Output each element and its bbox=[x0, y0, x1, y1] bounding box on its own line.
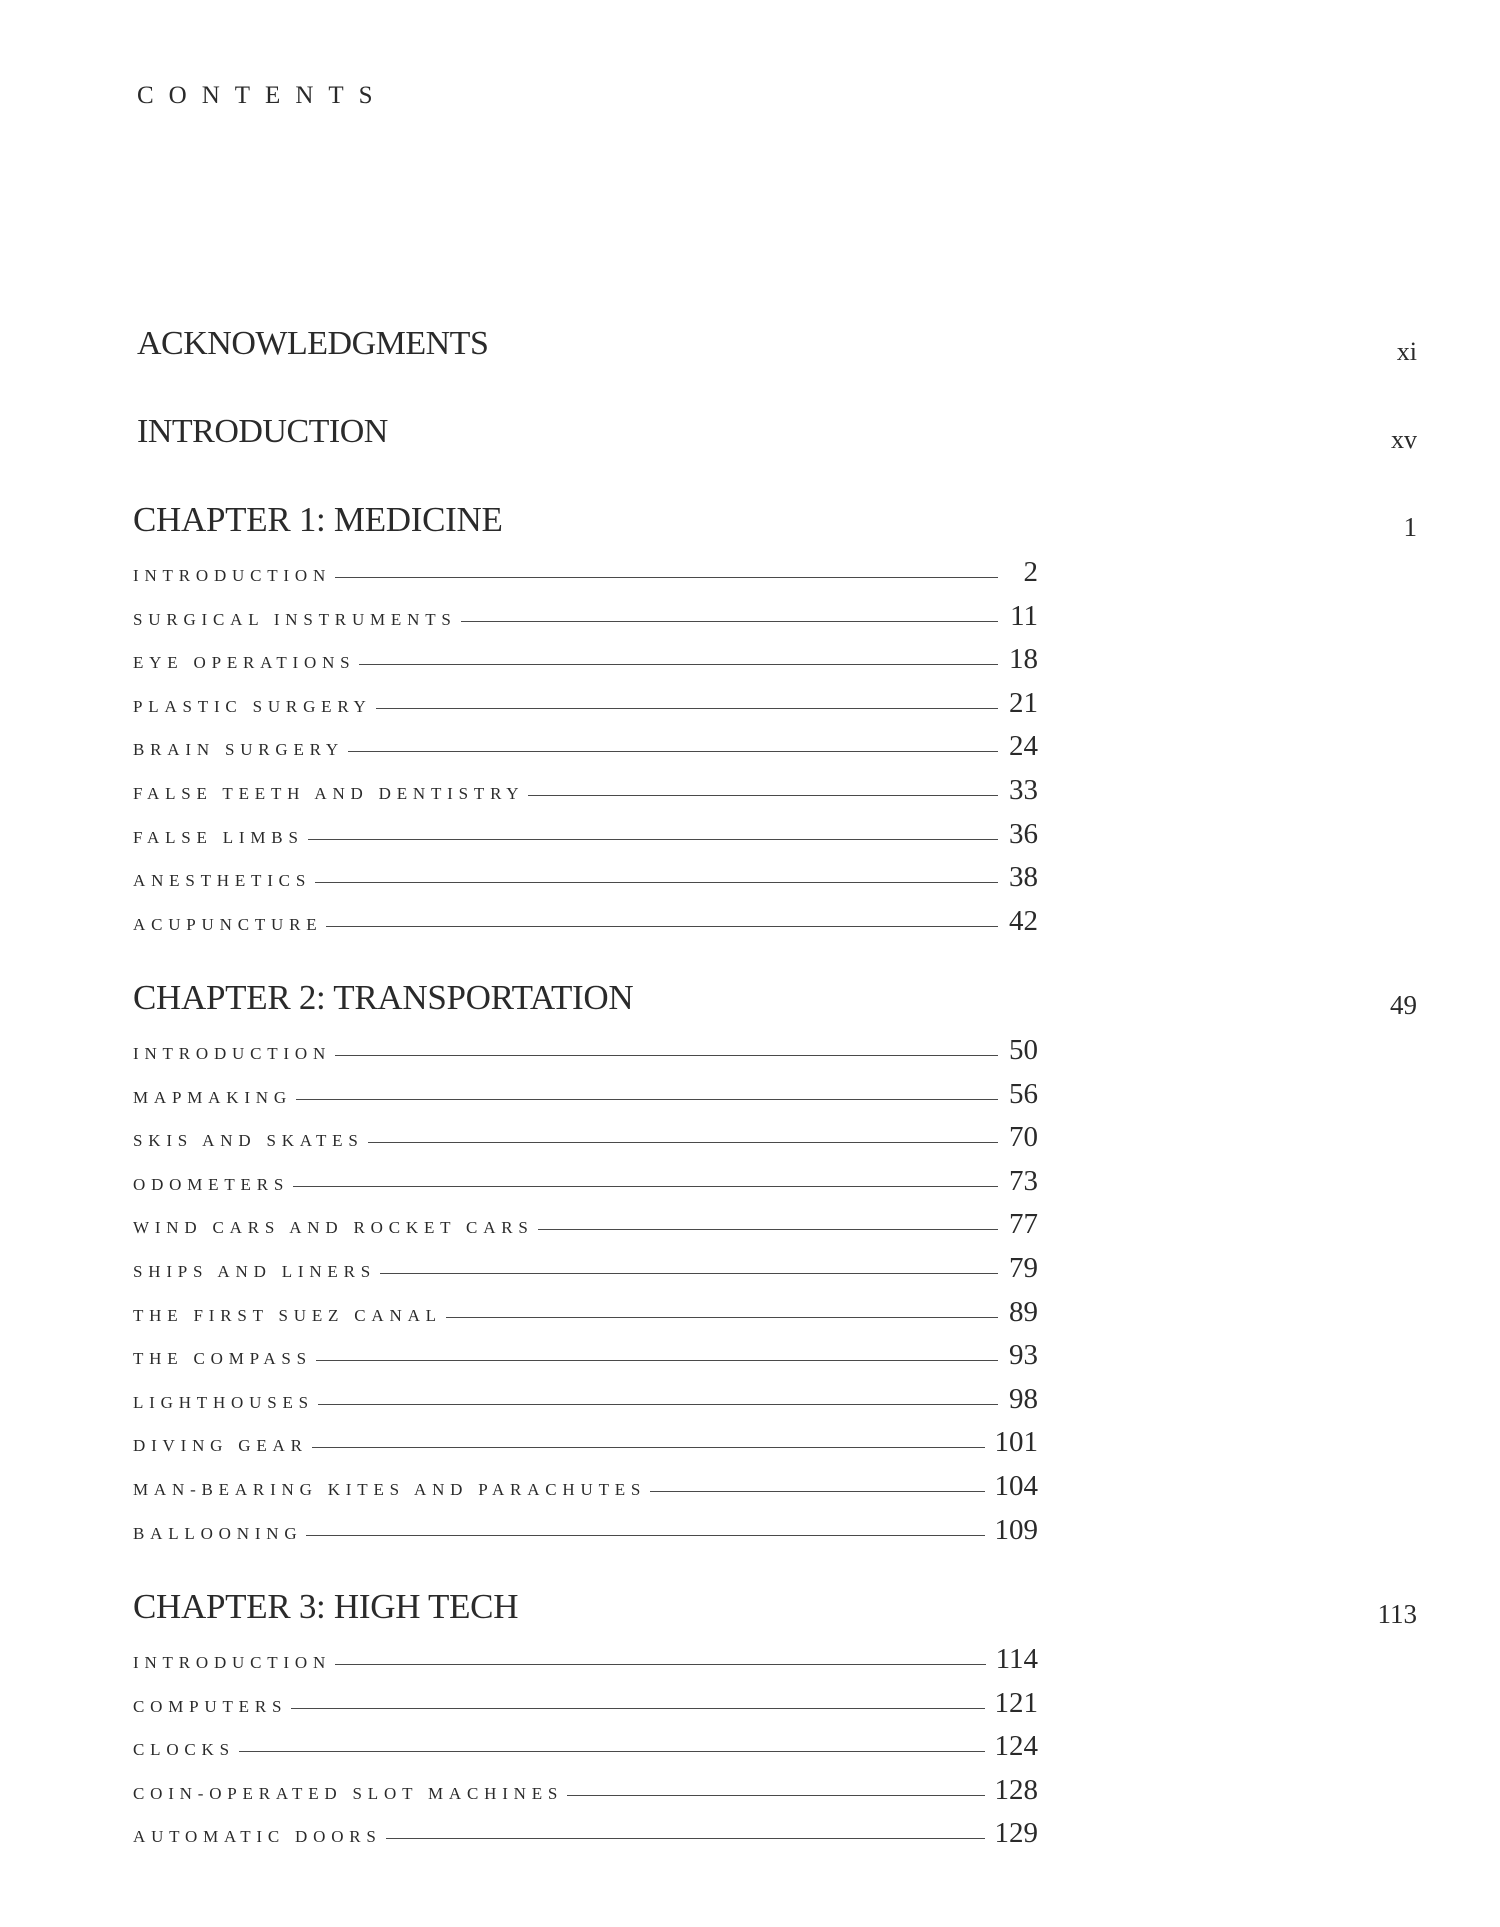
chapter-entry-list bbox=[133, 1643, 1038, 1861]
toc-entry-page-number: 2 bbox=[1023, 556, 1038, 588]
toc-entry-page-number: 33 bbox=[1009, 773, 1038, 806]
chapter-entry-list bbox=[133, 556, 1038, 948]
toc-entry[interactable] bbox=[133, 1817, 1038, 1861]
chapter-heading[interactable] bbox=[133, 500, 1417, 556]
toc-entry-label: THE FIRST SUEZ CANAL bbox=[133, 1305, 442, 1325]
chapter-1-section bbox=[133, 500, 1417, 948]
toc-entry-label: SHIPS AND LINERS bbox=[133, 1261, 376, 1281]
toc-entry-page-number: 129 bbox=[994, 1817, 1038, 1850]
leader-line bbox=[368, 1142, 998, 1143]
toc-entry-label: THE COMPASS bbox=[133, 1349, 312, 1369]
toc-entry-page-number: 77 bbox=[1009, 1208, 1038, 1241]
leader-line bbox=[567, 1795, 984, 1796]
chapter-page-number: 49 bbox=[1390, 990, 1417, 1020]
leader-line bbox=[386, 1838, 985, 1839]
leader-line bbox=[296, 1099, 998, 1100]
toc-entry-label: SKIS AND SKATES bbox=[133, 1131, 364, 1151]
leader-line bbox=[446, 1317, 998, 1318]
toc-entry-label: INTRODUCTION bbox=[133, 566, 332, 585]
toc-entry-label: INTRODUCTION bbox=[133, 1044, 332, 1063]
toc-entry-label: FALSE LIMBS bbox=[133, 827, 304, 847]
toc-entry-label: CLOCKS bbox=[133, 1740, 235, 1760]
leader-line bbox=[650, 1491, 984, 1492]
toc-entry-page-number: 73 bbox=[1009, 1164, 1038, 1197]
toc-entry[interactable] bbox=[133, 1165, 1038, 1209]
leader-line bbox=[335, 577, 998, 578]
toc-entry-page-number: 98 bbox=[1009, 1382, 1038, 1415]
contents-heading: CONTENTS bbox=[137, 82, 388, 109]
toc-entry-page-number: 24 bbox=[1009, 730, 1038, 763]
leader-line bbox=[308, 839, 998, 840]
toc-entry[interactable] bbox=[133, 1208, 1038, 1252]
front-matter-page: xi bbox=[1396, 337, 1417, 366]
leader-line bbox=[348, 751, 998, 752]
front-matter-title: ACKNOWLEDGMENTS bbox=[137, 325, 489, 362]
leader-line bbox=[380, 1273, 998, 1274]
toc-entry-label: AUTOMATIC DOORS bbox=[133, 1827, 382, 1847]
chapter-3-section bbox=[133, 1587, 1417, 1861]
toc-entry-label: BALLOONING bbox=[133, 1523, 303, 1543]
toc-entry-page-number: 124 bbox=[994, 1730, 1038, 1763]
toc-entry[interactable] bbox=[133, 600, 1038, 644]
toc-entry-page-number: 38 bbox=[1009, 861, 1038, 894]
toc-entry-page-number: 104 bbox=[994, 1469, 1038, 1502]
toc-entry-page-number: 18 bbox=[1009, 643, 1038, 676]
chapter-entry-list bbox=[133, 1034, 1038, 1557]
leader-line bbox=[376, 708, 998, 709]
chapter-heading[interactable] bbox=[133, 978, 1417, 1034]
chapter-title: CHAPTER 3: HIGH TECH bbox=[133, 1587, 519, 1626]
leader-line bbox=[326, 926, 998, 927]
toc-entry-label: COMPUTERS bbox=[133, 1696, 288, 1716]
toc-entry-page-number: 56 bbox=[1009, 1077, 1038, 1110]
toc-entry[interactable] bbox=[133, 1774, 1038, 1818]
toc-entry-page-number: 70 bbox=[1009, 1121, 1038, 1154]
toc-entry-label: WIND CARS AND ROCKET CARS bbox=[133, 1218, 534, 1238]
toc-entry-label: SURGICAL INSTRUMENTS bbox=[133, 609, 457, 629]
leader-line bbox=[335, 1664, 986, 1665]
leader-line bbox=[293, 1186, 998, 1187]
front-matter-title: INTRODUCTION bbox=[137, 413, 388, 450]
toc-entry[interactable] bbox=[133, 1514, 1038, 1558]
toc-entry-label: MAN-BEARING KITES AND PARACHUTES bbox=[133, 1479, 647, 1499]
chapter-title: CHAPTER 2: TRANSPORTATION bbox=[133, 978, 634, 1017]
toc-entry-label: COIN-OPERATED SLOT MACHINES bbox=[133, 1783, 564, 1803]
chapter-2-section bbox=[133, 978, 1417, 1557]
leader-line bbox=[291, 1708, 984, 1709]
toc-entry-page-number: 11 bbox=[1010, 599, 1038, 632]
toc-entry-page-number: 101 bbox=[994, 1426, 1038, 1459]
toc-entry-label: PLASTIC SURGERY bbox=[133, 696, 372, 716]
front-matter-page: xv bbox=[1391, 425, 1417, 454]
toc-entry-page-number: 79 bbox=[1009, 1251, 1038, 1284]
toc-entry[interactable] bbox=[133, 687, 1038, 731]
toc-entry-page-number: 121 bbox=[994, 1686, 1038, 1719]
leader-line bbox=[359, 664, 998, 665]
chapter-title: CHAPTER 1: MEDICINE bbox=[133, 500, 503, 539]
toc-entry[interactable] bbox=[133, 861, 1038, 905]
leader-line bbox=[538, 1229, 998, 1230]
leader-line bbox=[316, 1360, 998, 1361]
front-matter-acknowledgments[interactable] bbox=[137, 325, 1417, 385]
toc-entry[interactable] bbox=[133, 1383, 1038, 1427]
toc-entry[interactable] bbox=[133, 1252, 1038, 1296]
leader-line bbox=[315, 882, 998, 883]
toc-entry[interactable] bbox=[133, 774, 1038, 818]
toc-entry[interactable] bbox=[133, 1078, 1038, 1122]
toc-entry-page-number: 89 bbox=[1009, 1295, 1038, 1328]
toc-entry-label: ODOMETERS bbox=[133, 1174, 290, 1194]
toc-entry[interactable] bbox=[133, 730, 1038, 774]
leader-line bbox=[461, 621, 998, 622]
toc-entry-page-number: 36 bbox=[1009, 817, 1038, 850]
leader-line bbox=[312, 1447, 985, 1448]
toc-entry-label: EYE OPERATIONS bbox=[133, 653, 356, 673]
toc-entry-page-number: 21 bbox=[1009, 686, 1038, 719]
toc-entry[interactable] bbox=[133, 818, 1038, 862]
toc-entry-page-number: 109 bbox=[994, 1513, 1038, 1546]
toc-entry-page-number: 114 bbox=[995, 1643, 1038, 1675]
toc-entry-label: BRAIN SURGERY bbox=[133, 740, 344, 760]
toc-entry[interactable] bbox=[133, 1470, 1038, 1514]
toc-entry-label: DIVING GEAR bbox=[133, 1436, 308, 1456]
toc-entry-page-number: 93 bbox=[1009, 1339, 1038, 1372]
toc-entry[interactable] bbox=[133, 643, 1038, 687]
toc-entry[interactable] bbox=[133, 1687, 1038, 1731]
chapter-heading[interactable] bbox=[133, 1587, 1417, 1643]
toc-entry-label: MAPMAKING bbox=[133, 1087, 292, 1107]
leader-line bbox=[239, 1751, 985, 1752]
toc-entry-label: LIGHTHOUSES bbox=[133, 1392, 314, 1412]
leader-line bbox=[528, 795, 998, 796]
toc-entry-page-number: 42 bbox=[1009, 904, 1038, 937]
chapter-page-number: 113 bbox=[1377, 1599, 1417, 1629]
toc-entry-page-number: 50 bbox=[1009, 1034, 1038, 1066]
chapter-page-number: 1 bbox=[1403, 512, 1417, 542]
front-matter-introduction[interactable] bbox=[137, 413, 1417, 473]
toc-entry[interactable] bbox=[133, 1121, 1038, 1165]
toc-entry-label: INTRODUCTION bbox=[133, 1653, 332, 1672]
toc-entry-label: FALSE TEETH AND DENTISTRY bbox=[133, 783, 525, 803]
toc-entry[interactable] bbox=[133, 1730, 1038, 1774]
toc-entry[interactable] bbox=[133, 1339, 1038, 1383]
leader-line bbox=[335, 1055, 998, 1056]
toc-entry-label: ACUPUNCTURE bbox=[133, 914, 323, 934]
toc-entry[interactable] bbox=[133, 1296, 1038, 1340]
toc-entry-label: ANESTHETICS bbox=[133, 871, 312, 891]
leader-line bbox=[306, 1535, 984, 1536]
leader-line bbox=[318, 1404, 998, 1405]
toc-entry-page-number: 128 bbox=[994, 1773, 1038, 1806]
toc-entry[interactable] bbox=[133, 1034, 1038, 1078]
toc-entry[interactable] bbox=[133, 1643, 1038, 1687]
toc-entry[interactable] bbox=[133, 905, 1038, 949]
toc-entry[interactable] bbox=[133, 1426, 1038, 1470]
toc-entry[interactable] bbox=[133, 556, 1038, 600]
